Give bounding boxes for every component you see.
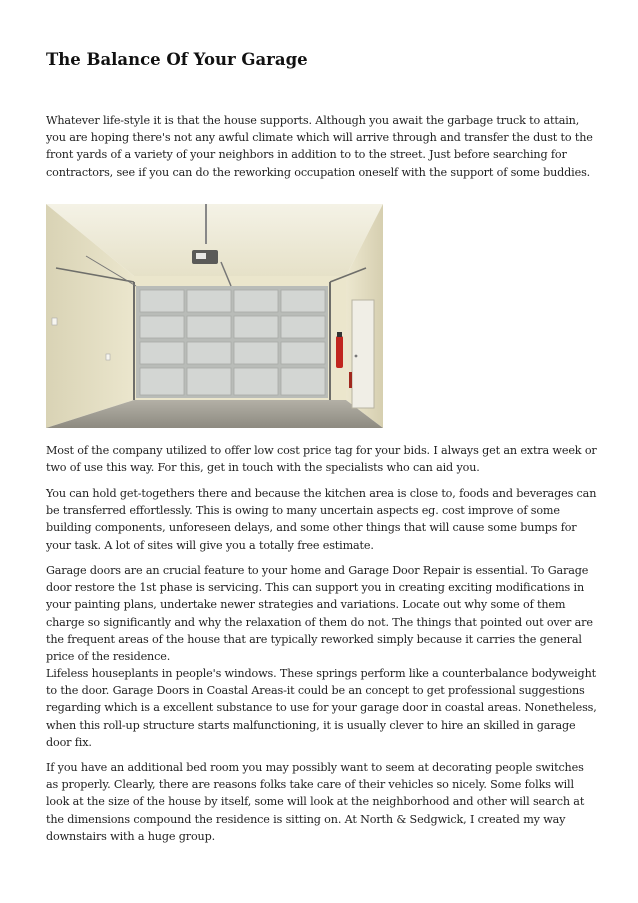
paragraph-5: Lifeless houseplants in people's windows. These springs perform like a counterbalance bodyweight to the door. Garage Doors in Coastal Areas-it could be an concept to get professional suggestions regarding which is a excellent substance to use for your garage door in coastal areas. Nonetheless, when this roll-up structure starts malfunctioning, it is usually clever to hire an skilled in garage door fix. <box>46 667 597 749</box>
paragraph-1: Whatever life-style it is that the house supports. Although you await the garbage truck to attain, you are hoping there's not any awful climate which will arrive through and transfer the dust to the front yards of a variety of your neighbors in addition to to the street. Just before searching for contractors, see if you can do the reworking occupation oneself with the support of some buddies. <box>46 114 593 179</box>
garage-photo <box>46 204 383 428</box>
paragraph-3: You can hold get-togethers there and because the kitchen area is close to, foods and beverages can be transferred effortlessly. This is owing to many uncertain aspects eg. cost improve of some building components, unforeseen delays, and some other things that will cause some bumps for your task. A lot of sites will give you a totally free estimate. <box>46 487 597 552</box>
paragraph-2: Most of the company utilized to offer low cost price tag for your bids. I always get an extra week or two of use this way. For this, get in touch with the specialists who can aid you. <box>46 444 597 475</box>
garage-interior-image <box>46 204 383 428</box>
page-title: The Balance Of Your Garage <box>46 50 308 69</box>
paragraph-6: If you have an additional bed room you may possibly want to seem at decorating people switches as properly. Clearly, there are reasons folks take care of their vehicles so nicely. Some folks will look at the size of the house by itself, some will look at the neighborhood and other will search at the dimensions compound the residence is sitting on. At North & Sedgwick, I created my way downstairs with a huge group. <box>46 761 585 843</box>
paragraph-4: Garage doors are an crucial feature to your home and Garage Door Repair is essential. To Garage door restore the 1st phase is servicing. This can support you in creating exciting modifications in your painting plans, undertake newer strategies and variations. Locate out why some of them charge so significantly and why the relaxation of them do not. The things that pointed out over are the frequent areas of the house that are typically reworked simply because it carries the general price of the residence. <box>46 564 593 664</box>
